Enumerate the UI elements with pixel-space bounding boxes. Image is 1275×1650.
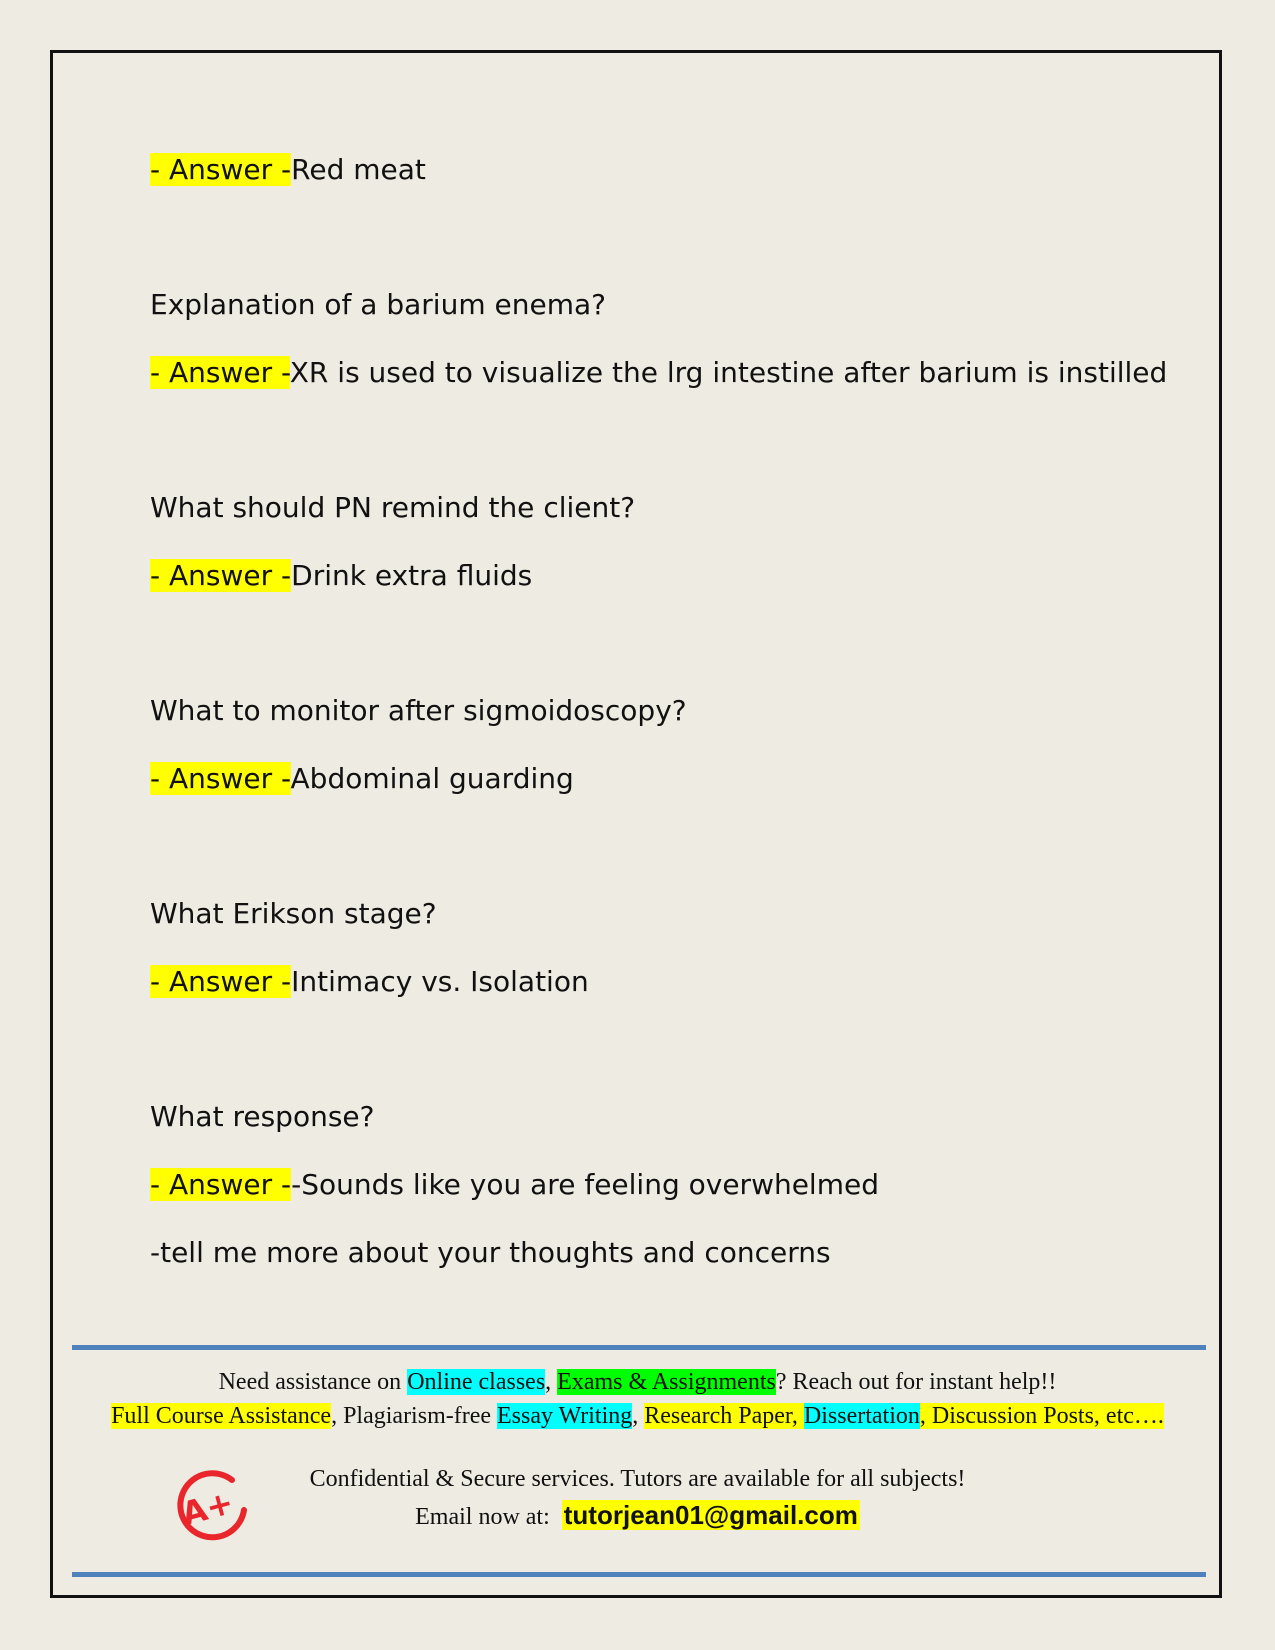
footer-text: , — [545, 1369, 558, 1395]
answer-text: Drink extra fluids — [291, 559, 533, 592]
footer-email-line — [0, 1500, 1275, 1531]
footer-rule-bottom — [72, 1572, 1206, 1577]
full-course-highlight: Full Course Assistance — [111, 1403, 332, 1429]
footer-line-2 — [0, 1403, 1275, 1430]
research-paper-highlight: Research Paper, — [644, 1403, 804, 1429]
question-line-3: What should PN remind the client? — [150, 491, 636, 524]
answer-label: - Answer - — [150, 153, 292, 186]
answer-label: - Answer - — [150, 762, 291, 795]
answer-text: Red meat — [291, 153, 426, 186]
footer-text: Need assistance on — [218, 1369, 408, 1395]
essay-writing-highlight: Essay Writing — [497, 1403, 633, 1429]
answer-label: - Answer - — [150, 1168, 292, 1201]
footer-line-3: Confidential & Secure services. Tutors are available for all subjects! — [309, 1466, 966, 1492]
dissertation-highlight: Dissertation — [803, 1403, 920, 1429]
answer-line-2 — [150, 353, 1167, 393]
online-classes-highlight: Online classes — [407, 1369, 546, 1395]
question-line-2: Explanation of a barium enema? — [150, 288, 606, 321]
answer-text: -Sounds like you are feeling overwhelmed — [291, 1168, 879, 1201]
exams-highlight: Exams & Assignments — [557, 1369, 776, 1395]
answer-label: - Answer - — [150, 965, 292, 998]
question-line-4: What to monitor after sigmoidoscopy? — [150, 694, 687, 727]
email-address-link[interactable]: tutorjean01@gmail.com — [563, 1500, 858, 1530]
email-label: Email now at: — [415, 1504, 562, 1530]
footer-text: , Plagiarism-free — [331, 1403, 498, 1429]
footer-text: , — [632, 1403, 645, 1429]
answer-line-4 — [150, 759, 574, 799]
answer-line-6 — [150, 1165, 879, 1205]
answer-continuation: -tell me more about your thoughts and concerns — [150, 1236, 831, 1269]
answer-line-1 — [150, 150, 426, 190]
answer-text: Intimacy vs. Isolation — [291, 965, 589, 998]
answer-text: Abdominal guarding — [290, 762, 574, 795]
footer-text: ? Reach out for instant help!! — [775, 1369, 1057, 1395]
question-line-5: What Erikson stage? — [150, 897, 437, 930]
answer-line-5 — [150, 962, 589, 1002]
footer-rule-top — [72, 1345, 1206, 1350]
answer-label: - Answer - — [150, 559, 292, 592]
footer-line-1 — [0, 1369, 1275, 1396]
answer-line-3 — [150, 556, 532, 596]
question-line-6: What response? — [150, 1100, 375, 1133]
logo-text: A+ — [177, 1483, 238, 1534]
page-border — [50, 50, 1222, 1598]
answer-text: XR is used to visualize the lrg intestine after barium is instilled — [289, 356, 1168, 389]
answer-label: - Answer - — [150, 356, 290, 389]
discussion-posts-highlight: , Discussion Posts, etc…. — [919, 1403, 1164, 1429]
